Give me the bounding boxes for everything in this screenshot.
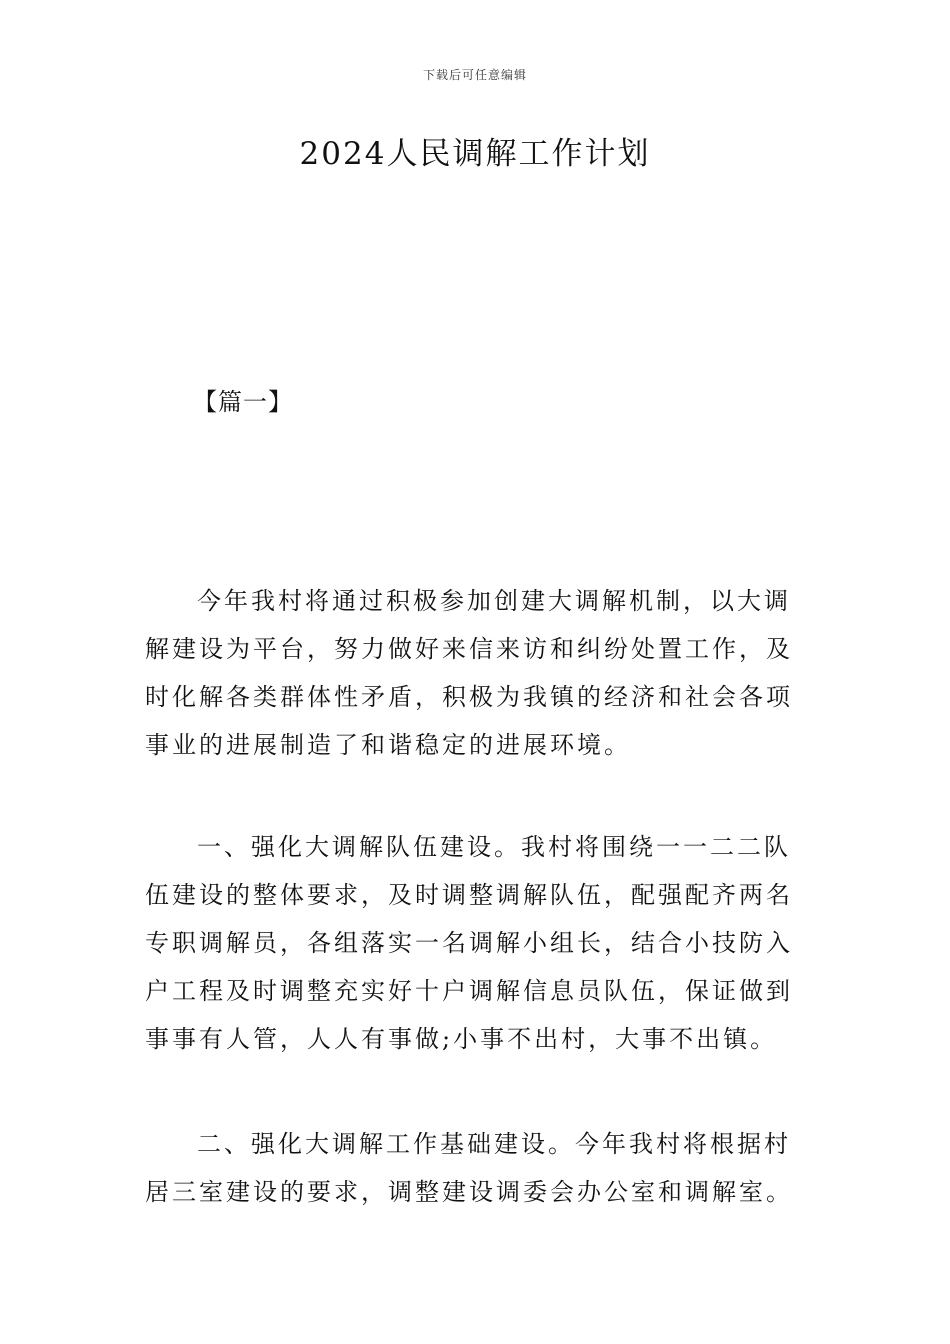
header-note: 下载后可任意编辑: [422, 68, 527, 82]
paragraph-team-building: 一、强化大调解队伍建设。我村将围绕一一二二队伍建设的整体要求，及时调整调解队伍，配强配齐两名专职调解员，各组落实一名调解小组长，结合小技防入户工程及时调整充实好十户调解信息员队伍，保证做到事事有人管，人人有事做;小事不出村，大事不出镇。: [145, 833, 793, 1053]
paragraph-infrastructure: 二、强化大调解工作基础建设。今年我村将根据村居三室建设的要求，调整建设调委会办公室和调解室。: [145, 1130, 793, 1206]
paragraph-intro: 今年我村将通过积极参加创建大调解机制，以大调解建设为平台，努力做好来信来访和纠纷处置工作，及时化解各类群体性矛盾，积极为我镇的经济和社会各项事业的进展制造了和谐稳定的进展环境。: [145, 587, 793, 759]
section-heading: 【篇一】: [193, 388, 293, 416]
document-title: 2024人民调解工作计划: [299, 136, 651, 172]
